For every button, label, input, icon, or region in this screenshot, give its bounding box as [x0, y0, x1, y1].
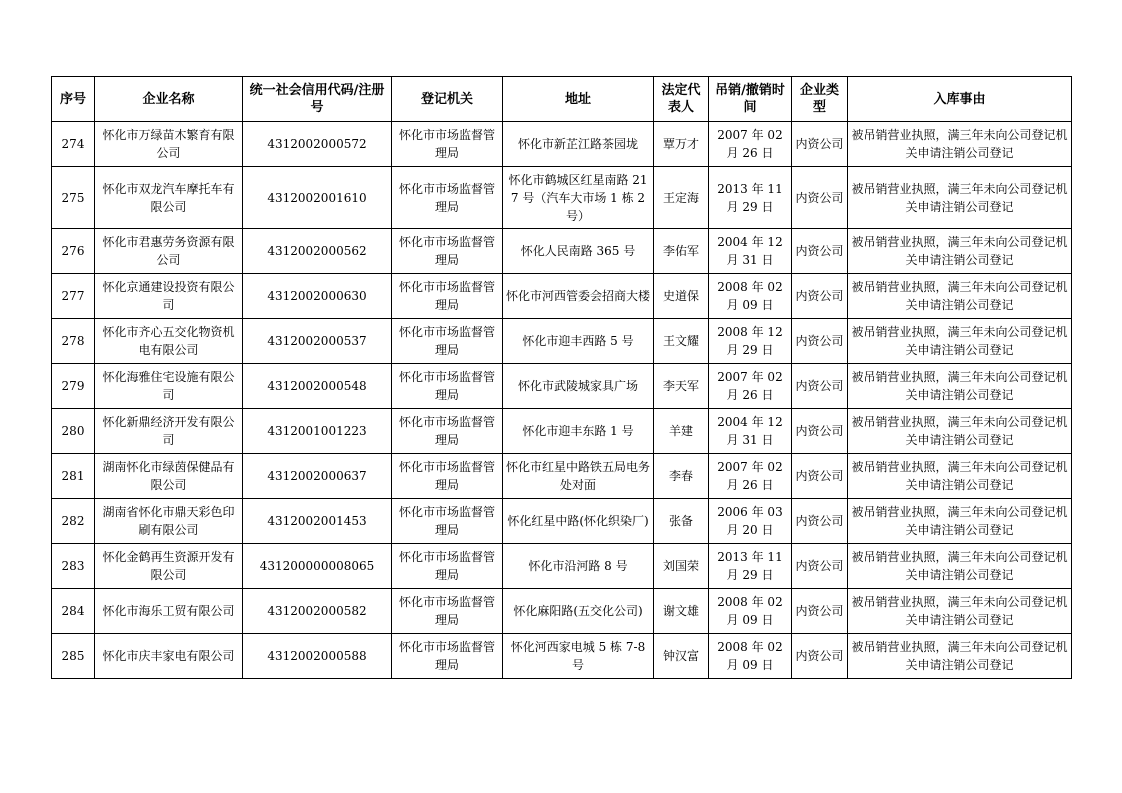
cell-enterprise-type: 内资公司: [792, 122, 848, 167]
cell-registration-authority: 怀化市市场监督管理局: [392, 499, 503, 544]
header-entry-reason: 入库事由: [848, 77, 1072, 122]
cell-credit-code: 4312001001223: [243, 409, 392, 454]
cell-legal-representative: 刘国荣: [654, 544, 709, 589]
cell-enterprise-type: 内资公司: [792, 454, 848, 499]
cell-enterprise-type: 内资公司: [792, 364, 848, 409]
cell-legal-representative: 王定海: [654, 167, 709, 229]
cell-registration-authority: 怀化市市场监督管理局: [392, 229, 503, 274]
cell-legal-representative: 李春: [654, 454, 709, 499]
cell-revocation-date: 2008 年 12 月 29 日: [709, 319, 792, 364]
cell-revocation-date: 2008 年 02 月 09 日: [709, 634, 792, 679]
cell-revocation-date: 2007 年 02 月 26 日: [709, 364, 792, 409]
cell-entry-reason: 被吊销营业执照，满三年未向公司登记机关申请注销公司登记: [848, 364, 1072, 409]
cell-entry-reason: 被吊销营业执照，满三年未向公司登记机关申请注销公司登记: [848, 122, 1072, 167]
cell-legal-representative: 张备: [654, 499, 709, 544]
cell-entry-reason: 被吊销营业执照，满三年未向公司登记机关申请注销公司登记: [848, 167, 1072, 229]
cell-registration-authority: 怀化市市场监督管理局: [392, 454, 503, 499]
table-header-row: [52, 77, 1072, 122]
cell-revocation-date: 2008 年 02 月 09 日: [709, 589, 792, 634]
cell-serial-number: 274: [52, 122, 95, 167]
cell-enterprise-type: 内资公司: [792, 499, 848, 544]
header-serial-number: 序号: [52, 77, 95, 122]
cell-serial-number: 285: [52, 634, 95, 679]
cell-legal-representative: 李佑军: [654, 229, 709, 274]
table-row: [52, 499, 1072, 544]
cell-entry-reason: 被吊销营业执照，满三年未向公司登记机关申请注销公司登记: [848, 409, 1072, 454]
cell-address: 怀化人民南路 365 号: [503, 229, 654, 274]
cell-revocation-date: 2006 年 03 月 20 日: [709, 499, 792, 544]
header-address: 地址: [503, 77, 654, 122]
cell-credit-code: 4312002000537: [243, 319, 392, 364]
cell-revocation-date: 2013 年 11 月 29 日: [709, 544, 792, 589]
cell-enterprise-name: 怀化金鹤再生资源开发有限公司: [95, 544, 243, 589]
table-row: [52, 364, 1072, 409]
table-row: [52, 167, 1072, 229]
cell-enterprise-name: 怀化新鼎经济开发有限公司: [95, 409, 243, 454]
cell-enterprise-name: 怀化市海乐工贸有限公司: [95, 589, 243, 634]
cell-address: 怀化市河西管委会招商大楼: [503, 274, 654, 319]
cell-registration-authority: 怀化市市场监督管理局: [392, 634, 503, 679]
header-revocation-date: 吊销/撤销时间: [709, 77, 792, 122]
cell-credit-code: 4312002000572: [243, 122, 392, 167]
cell-address: 怀化市新芷江路茶园垅: [503, 122, 654, 167]
cell-entry-reason: 被吊销营业执照，满三年未向公司登记机关申请注销公司登记: [848, 589, 1072, 634]
cell-entry-reason: 被吊销营业执照，满三年未向公司登记机关申请注销公司登记: [848, 544, 1072, 589]
cell-credit-code: 4312002001610: [243, 167, 392, 229]
table-row: [52, 634, 1072, 679]
cell-registration-authority: 怀化市市场监督管理局: [392, 122, 503, 167]
cell-address: 怀化市迎丰东路 1 号: [503, 409, 654, 454]
cell-enterprise-name: 怀化市双龙汽车摩托车有限公司: [95, 167, 243, 229]
cell-enterprise-type: 内资公司: [792, 634, 848, 679]
cell-serial-number: 281: [52, 454, 95, 499]
cell-enterprise-name: 怀化市君惠劳务资源有限公司: [95, 229, 243, 274]
cell-revocation-date: 2004 年 12 月 31 日: [709, 409, 792, 454]
cell-serial-number: 279: [52, 364, 95, 409]
cell-enterprise-type: 内资公司: [792, 167, 848, 229]
cell-credit-code: 4312002000588: [243, 634, 392, 679]
cell-address: 怀化红星中路(怀化织染厂): [503, 499, 654, 544]
cell-revocation-date: 2007 年 02 月 26 日: [709, 454, 792, 499]
cell-serial-number: 276: [52, 229, 95, 274]
revoked-enterprise-table: [51, 76, 1072, 679]
cell-address: 怀化市鹤城区红星南路 217 号（汽车大市场 1 栋 2 号）: [503, 167, 654, 229]
cell-enterprise-name: 怀化京通建设投资有限公司: [95, 274, 243, 319]
table-row: [52, 274, 1072, 319]
cell-revocation-date: 2013 年 11 月 29 日: [709, 167, 792, 229]
cell-registration-authority: 怀化市市场监督管理局: [392, 544, 503, 589]
table-row: [52, 122, 1072, 167]
cell-legal-representative: 李天军: [654, 364, 709, 409]
cell-revocation-date: 2007 年 02 月 26 日: [709, 122, 792, 167]
cell-legal-representative: 史道保: [654, 274, 709, 319]
cell-credit-code: 4312002000548: [243, 364, 392, 409]
cell-enterprise-name: 湖南怀化市绿茵保健品有限公司: [95, 454, 243, 499]
cell-credit-code: 431200000008065: [243, 544, 392, 589]
header-enterprise-type: 企业类型: [792, 77, 848, 122]
cell-legal-representative: 王文耀: [654, 319, 709, 364]
cell-entry-reason: 被吊销营业执照，满三年未向公司登记机关申请注销公司登记: [848, 634, 1072, 679]
cell-entry-reason: 被吊销营业执照，满三年未向公司登记机关申请注销公司登记: [848, 274, 1072, 319]
cell-enterprise-type: 内资公司: [792, 544, 848, 589]
cell-revocation-date: 2004 年 12 月 31 日: [709, 229, 792, 274]
cell-credit-code: 4312002001453: [243, 499, 392, 544]
header-enterprise-name: 企业名称: [95, 77, 243, 122]
cell-enterprise-name: 怀化海雅住宅设施有限公司: [95, 364, 243, 409]
cell-serial-number: 277: [52, 274, 95, 319]
cell-enterprise-name: 湖南省怀化市鼎天彩色印刷有限公司: [95, 499, 243, 544]
table-row: [52, 454, 1072, 499]
cell-address: 怀化河西家电城 5 栋 7-8 号: [503, 634, 654, 679]
cell-enterprise-type: 内资公司: [792, 274, 848, 319]
cell-registration-authority: 怀化市市场监督管理局: [392, 409, 503, 454]
header-legal-representative: 法定代表人: [654, 77, 709, 122]
cell-serial-number: 282: [52, 499, 95, 544]
cell-address: 怀化市沿河路 8 号: [503, 544, 654, 589]
cell-serial-number: 280: [52, 409, 95, 454]
cell-registration-authority: 怀化市市场监督管理局: [392, 167, 503, 229]
cell-registration-authority: 怀化市市场监督管理局: [392, 274, 503, 319]
cell-entry-reason: 被吊销营业执照，满三年未向公司登记机关申请注销公司登记: [848, 499, 1072, 544]
cell-credit-code: 4312002000630: [243, 274, 392, 319]
cell-serial-number: 278: [52, 319, 95, 364]
cell-registration-authority: 怀化市市场监督管理局: [392, 589, 503, 634]
cell-enterprise-name: 怀化市庆丰家电有限公司: [95, 634, 243, 679]
cell-entry-reason: 被吊销营业执照，满三年未向公司登记机关申请注销公司登记: [848, 319, 1072, 364]
cell-serial-number: 284: [52, 589, 95, 634]
cell-enterprise-type: 内资公司: [792, 319, 848, 364]
cell-credit-code: 4312002000562: [243, 229, 392, 274]
cell-address: 怀化市武陵城家具广场: [503, 364, 654, 409]
cell-entry-reason: 被吊销营业执照，满三年未向公司登记机关申请注销公司登记: [848, 454, 1072, 499]
cell-enterprise-type: 内资公司: [792, 409, 848, 454]
cell-legal-representative: 谢文雄: [654, 589, 709, 634]
cell-credit-code: 4312002000582: [243, 589, 392, 634]
table-row: [52, 589, 1072, 634]
cell-enterprise-name: 怀化市万绿苗木繁育有限公司: [95, 122, 243, 167]
cell-address: 怀化麻阳路(五交化公司): [503, 589, 654, 634]
cell-legal-representative: 羊建: [654, 409, 709, 454]
cell-enterprise-type: 内资公司: [792, 229, 848, 274]
cell-serial-number: 275: [52, 167, 95, 229]
cell-serial-number: 283: [52, 544, 95, 589]
cell-enterprise-type: 内资公司: [792, 589, 848, 634]
cell-revocation-date: 2008 年 02 月 09 日: [709, 274, 792, 319]
table-row: [52, 544, 1072, 589]
table-row: [52, 319, 1072, 364]
cell-legal-representative: 覃万才: [654, 122, 709, 167]
header-credit-code: 统一社会信用代码/注册号: [243, 77, 392, 122]
cell-entry-reason: 被吊销营业执照，满三年未向公司登记机关申请注销公司登记: [848, 229, 1072, 274]
cell-registration-authority: 怀化市市场监督管理局: [392, 364, 503, 409]
cell-address: 怀化市迎丰西路 5 号: [503, 319, 654, 364]
cell-credit-code: 4312002000637: [243, 454, 392, 499]
table-row: [52, 409, 1072, 454]
cell-registration-authority: 怀化市市场监督管理局: [392, 319, 503, 364]
header-registration-authority: 登记机关: [392, 77, 503, 122]
table-row: [52, 229, 1072, 274]
cell-address: 怀化市红星中路铁五局电务处对面: [503, 454, 654, 499]
cell-legal-representative: 钟汉富: [654, 634, 709, 679]
cell-enterprise-name: 怀化市齐心五交化物资机电有限公司: [95, 319, 243, 364]
